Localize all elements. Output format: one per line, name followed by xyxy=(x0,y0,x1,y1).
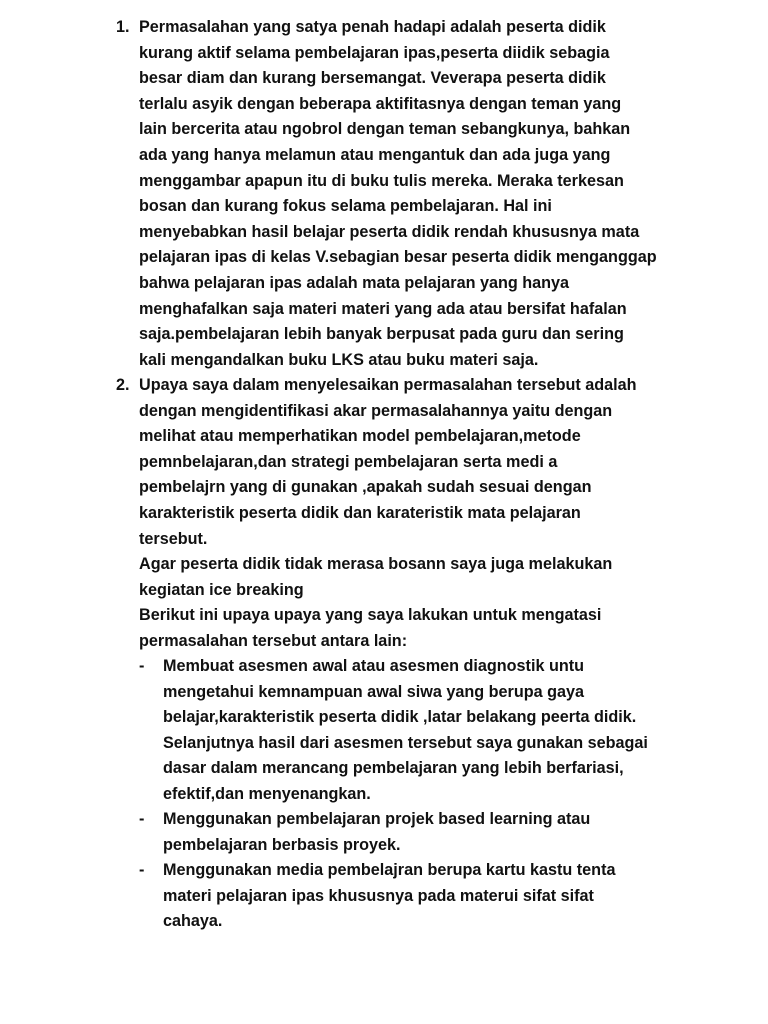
bullet-item-2 xyxy=(139,807,703,858)
text-line: Menggunakan pembelajaran projek based learning atau xyxy=(163,810,591,828)
text-line: pelajaran ipas di kelas V.sebagian besar peserta didik menganggap xyxy=(139,248,657,267)
text-line: kurang aktif selama pembelajaran ipas,peserta diidik sebagia xyxy=(139,43,610,62)
text-line: menggambar apapun itu di buku tulis mereka. Meraka terkesan xyxy=(139,171,624,190)
text-line: permasalahan tersebut antara lain: xyxy=(139,631,408,650)
text-line: dasar dalam merancang pembelajaran yang lebih berfariasi, xyxy=(163,759,624,778)
text-line: Membuat asesmen awal atau asesmen diagnostik untu xyxy=(163,657,585,675)
text-line: Upaya saya dalam menyelesaikan permasalahan tersebut adalah xyxy=(139,376,637,394)
text-line: belajar,karakteristik peserta didik ,latar belakang peerta didik. xyxy=(163,708,637,727)
text-line: bahwa pelajaran ipas adalah mata pelajaran yang hanya xyxy=(139,273,570,292)
text-line: karakteristik peserta didik dan karateristik mata pelajaran xyxy=(139,503,581,522)
bullet-dash: - xyxy=(139,810,145,828)
text-line: Berikut ini upaya upaya yang saya lakukan untuk mengatasi xyxy=(139,606,602,625)
text-line: bosan dan kurang fokus selama pembelajaran. Hal ini xyxy=(139,197,552,216)
text-line: tersebut. xyxy=(139,529,208,548)
text-line: kegiatan ice breaking xyxy=(139,580,304,599)
text-line: besar diam dan kurang bersemangat. Veverapa peserta didik xyxy=(139,69,606,88)
list-item-1 xyxy=(116,15,699,373)
text-line: saja.pembelajaran lebih banyak berpusat pada guru dan sering xyxy=(139,325,624,344)
bullet-dash: - xyxy=(139,861,145,879)
text-line: kali mengandalkan buku LKS atau buku materi saja. xyxy=(139,350,539,369)
text-line: pembelajrn yang di gunakan ,apakah sudah sesuai dengan xyxy=(139,478,592,497)
text-line: materi pelajaran ipas khususnya pada materui sifat sifat xyxy=(163,886,594,905)
list-number: 2. xyxy=(116,376,130,394)
text-line: terlalu asyik dengan beberapa aktifitasnya dengan teman yang xyxy=(139,94,622,113)
text-line: mengetahui kemnampuan awal siwa yang berupa gaya xyxy=(163,682,585,701)
bullet-dash: - xyxy=(139,657,145,675)
text-line: dengan mengidentifikasi akar permasalahannya yaitu dengan xyxy=(139,401,613,420)
text-line: menyebabkan hasil belajar peserta didik rendah khususnya mata xyxy=(139,222,640,241)
bullet-item-3 xyxy=(139,858,703,935)
list-item-2 xyxy=(116,373,699,655)
text-line: cahaya. xyxy=(163,912,223,931)
text-line: melihat atau memperhatikan model pembelajaran,metode xyxy=(139,427,581,446)
text-line: Selanjutnya hasil dari asesmen tersebut saya gunakan sebagai xyxy=(163,733,648,752)
text-line: ada yang hanya melamun atau mengantuk dan ada juga yang xyxy=(139,145,611,164)
text-line: Menggunakan media pembelajran berupa kartu kastu tenta xyxy=(163,861,616,879)
text-line: pembelajaran berbasis proyek. xyxy=(163,835,401,854)
text-line: menghafalkan saja materi materi yang ada atau bersifat hafalan xyxy=(139,299,627,318)
text-line: Permasalahan yang satya penah hadapi adalah peserta didik xyxy=(139,18,606,36)
bullet-item-1 xyxy=(139,654,703,808)
text-line: lain bercerita atau ngobrol dengan teman sebangkunya, bahkan xyxy=(139,120,631,139)
list-number: 1. xyxy=(116,18,130,36)
text-line: Agar peserta didik tidak merasa bosann saya juga melakukan xyxy=(139,555,613,574)
text-line: pemnbelajaran,dan strategi pembelajaran serta medi a xyxy=(139,452,558,471)
text-line: efektif,dan menyenangkan. xyxy=(163,784,371,803)
